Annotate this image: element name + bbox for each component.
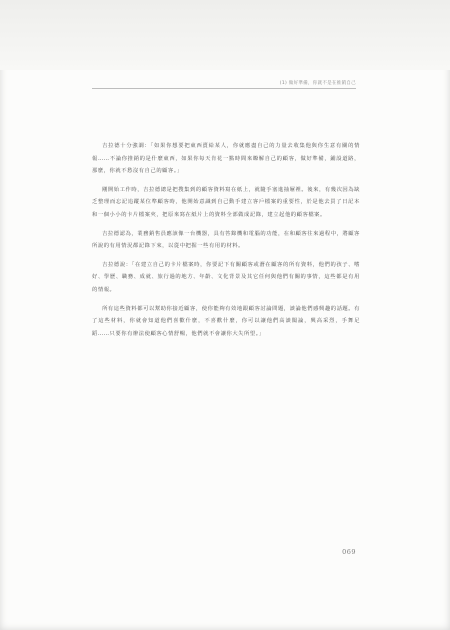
header-rule — [92, 88, 356, 89]
paragraph: 吉拉德說：「在建立自己的卡片檔案時，你要記下有關顧客或潛在顧客的所有資料，他們的孩子、嗜好、學歷、職務、成就、旅行過的地方、年齡、文化背景及其它任何與他們有關的事情，這些都是有用的情報。 — [92, 261, 360, 293]
running-header: (1) 做好準備，你就不是在推銷自己 — [279, 81, 356, 86]
paragraph: 剛開始工作時，吉拉德總是把搜集到的顧客資料寫在紙上，就隨手塞進抽屜裡。後來，有幾次因為缺乏整理而忘記追蹤某位準顧客時，他開始意識到自己動手建立客戶檔案的重要性，於是他去買了日記本和一個小小的卡片檔案夾，把原來寫在紙片上的資料全部做成記錄，建立起他的顧客檔案。 — [92, 186, 360, 218]
paragraph: 吉拉德認為，業務銷售員應該像一台機器，具有答錄機和電腦的功能，在和顧客往來過程中，將顧客所說的有用情況都記錄下來，以從中把握一些有用的材料。 — [92, 230, 360, 250]
paragraph: 所有這些資料都可以幫助你接近顧客，使你能夠有效地跟顧客討論問題，談論他們感興趣的話題。有了這些材料，你就會知道他們喜歡什麼，不喜歡什麼，你可以讓他們高談闊論，興高采烈，手舞足蹈……只要你有辦法使顧客心情舒暢，他們就不會讓你大失所望。」 — [92, 305, 360, 337]
scan-top-band — [0, 0, 450, 70]
page-number: 069 — [342, 548, 356, 556]
paragraph: 吉拉德十分強調：「如果你想要把東西賣給某人，你就應盡自己的力量去收集他與你生意有關的情報……不論你推銷的是什麼東西，如果你每天肯花一點時間來瞭解自己的顧客，做好準備，鋪設道路，那麼，你就不愁沒有自己的顧客。」 — [92, 143, 360, 175]
body-text — [92, 140, 360, 346]
